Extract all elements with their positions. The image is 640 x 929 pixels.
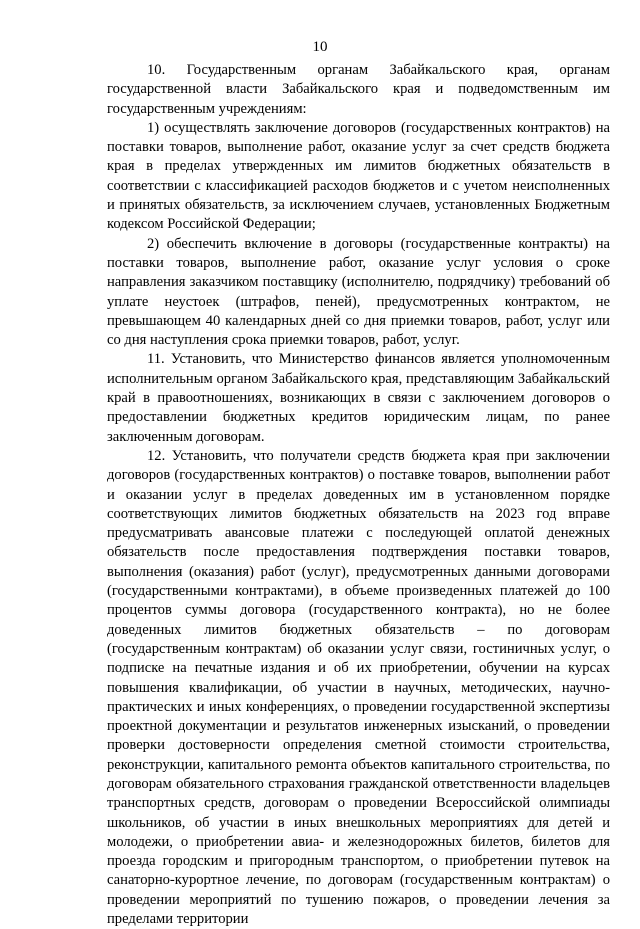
paragraph-item-11: 11. Установить, что Министерство финансов является уполномоченным исполнительным органом Забайкальского края, представляющим Забайкальский край в правоотношениях, возникающих в связи с заключением договоров о предоставлении бюджетных кредитов юридическим лицам, по ранее заключенным договорам. xyxy=(107,351,610,445)
paragraph-subitem-1: 1) осуществлять заключение договоров (государственных контрактов) на поставки товаров, выполнение работ, оказание услуг за счет средств бюджета края в пределах утвержденных им лимитов бюджетных обязательств в соответствии с классификацией расходов бюджетов и с учетом неисполненных и принятых обязательств, за исключением случаев, установленных Бюджетным кодексом Российской Федерации; xyxy=(107,119,610,233)
paragraph-item-10: 10. Государственным органам Забайкальского края, органам государственной власти Забайкальского края и подведомственным им государственным учреждениям: xyxy=(107,62,610,117)
paragraph-subitem-2: 2) обеспечить включение в договоры (государственные контракты) на поставки товаров, выполнение работ, оказание услуг условия о сроке направления заказчиком поставщику (исполнителю, подрядчику) требований об уплате неустоек (штрафов, пеней), предусмотренных контрактом, не превышающем 40 календарных дней со дня приемки товаров, работ, услуг или со дня наступления срока приемки товаров, работ, услуг. xyxy=(107,235,610,349)
document-body xyxy=(107,61,610,929)
paragraph-item-12: 12. Установить, что получатели средств бюджета края при заключении договоров (государственных контрактов) о поставке товаров, выполнении работ и оказании услуг в пределах доведенных им в установленном порядке соответствующих лимитов бюджетных обязательств на 2023 год вправе предусматривать авансовые платежи с последующей оплатой денежных обязательств после предоставления подтверждения поставки товаров, выполнения (оказания) работ (услуг), предусмотренных данными договорами (государственными контрактами), в объеме произведенных платежей до 100 процентов суммы договора (государственного контракта), но не более доведенных лимитов бюджетных обязательств – по договорам (государственным контрактам) об оказании услуг связи, гостиничных услуг, о подписке на печатные издания и об их приобретении, обучении на курсах повышения квалификации, об участии в научных, методических, научно-практических и иных конференциях, о проведении государственной экспертизы проектной документации и результатов инженерных изысканий, о проведении проверки достоверности определения сметной стоимости строительства, реконструкции, капитального ремонта объектов капитального строительства, по договорам обязательного страхования гражданской ответственности владельцев транспортных средств, договорам о проведении Всероссийской олимпиады школьников, об участии в иных внешкольных мероприятиях для детей и молодежи, о приобретении авиа- и железнодорожных билетов, билетов для проезда городским и пригородным транспортом, о приобретении путевок на санаторно-курортное лечение, по договорам (государственным контрактам) о проведении мероприятий по тушению пожаров, о проведении лечения за пределами территории xyxy=(107,447,610,928)
page-number: 10 xyxy=(312,39,328,55)
